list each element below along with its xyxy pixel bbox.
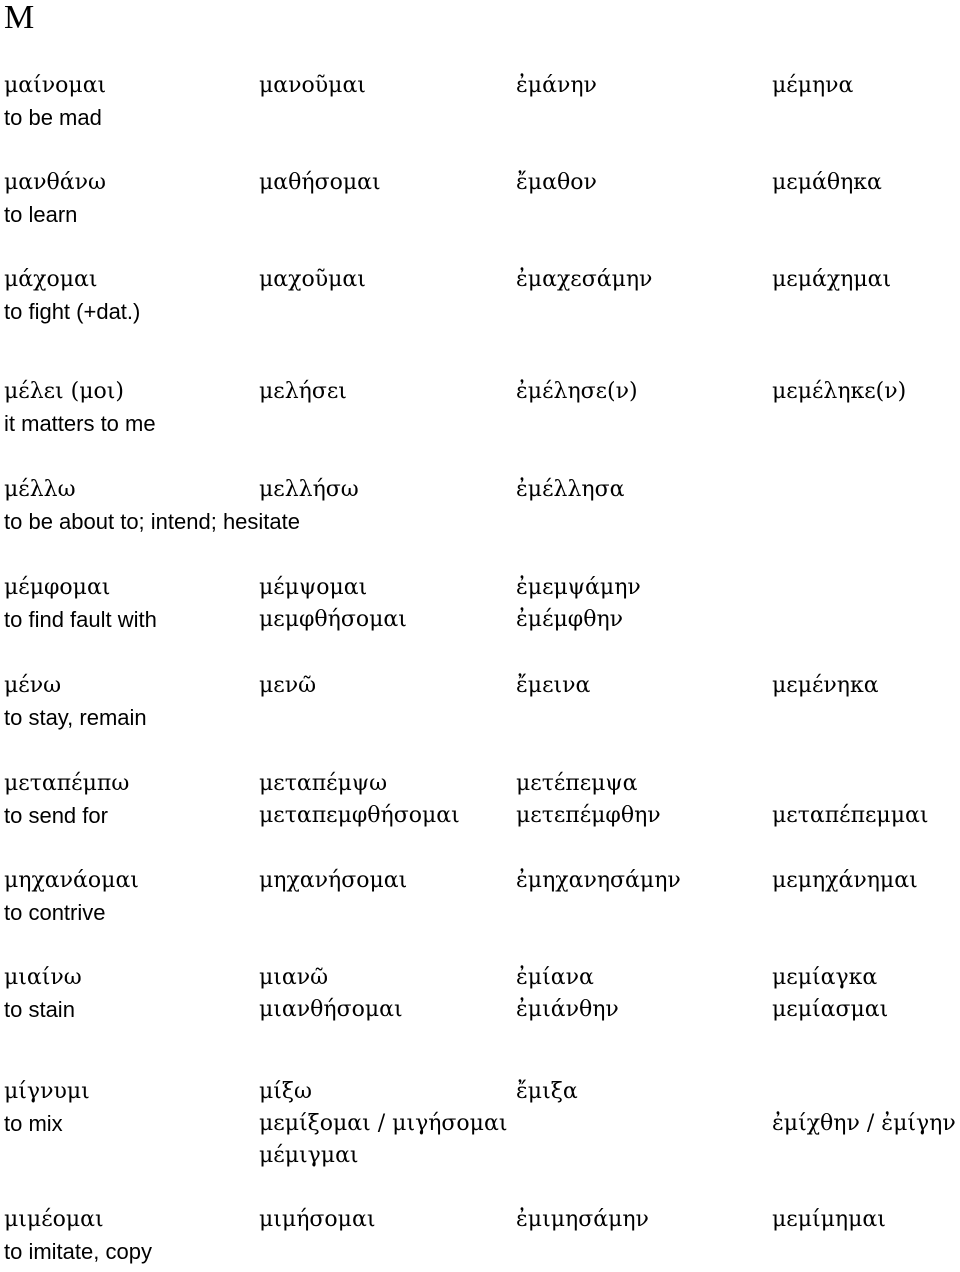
- secondary-row: [0, 506, 960, 538]
- principal-parts-row: [0, 70, 960, 102]
- principal-parts-row: [0, 572, 960, 604]
- page-heading: M: [4, 0, 35, 36]
- principal-part: ἐμέμφθην: [516, 607, 624, 632]
- gloss: to mix: [4, 1111, 63, 1136]
- principal-parts-row: [0, 1076, 960, 1108]
- principal-part: ἐμιάνθην: [516, 997, 619, 1022]
- gloss: to learn: [4, 202, 78, 227]
- secondary-row: [0, 1236, 960, 1268]
- principal-part: μεμέληκε(ν): [772, 379, 907, 404]
- principal-part: μηχανήσομαι: [259, 868, 408, 893]
- gloss: to imitate, copy: [4, 1239, 152, 1264]
- principal-part: μαθήσομαι: [259, 170, 381, 195]
- secondary-row: [0, 199, 960, 231]
- lemma: μιαίνω: [4, 965, 82, 990]
- principal-part: μελλήσω: [259, 477, 359, 502]
- lemma: μάχομαι: [4, 267, 98, 292]
- principal-part: μεταπέπεμμαι: [772, 803, 929, 828]
- secondary-row: [0, 408, 960, 440]
- lemma: μένω: [4, 673, 62, 698]
- principal-part: ἐμιμησάμην: [516, 1207, 649, 1232]
- principal-part: ἔμαθον: [516, 170, 597, 195]
- principal-part: μεμφθήσομαι: [259, 607, 407, 632]
- principal-part: μεμάθηκα: [772, 170, 882, 195]
- principal-part: μεμάχημαι: [772, 267, 892, 292]
- principal-part: ἐμαχεσάμην: [516, 267, 653, 292]
- lemma: μέλει (μοι): [4, 379, 124, 404]
- secondary-row: [0, 994, 960, 1026]
- secondary-row: [0, 1108, 960, 1140]
- principal-part: ἔμεινα: [516, 673, 591, 698]
- lemma: μανθάνω: [4, 170, 106, 195]
- principal-parts-row: [0, 1204, 960, 1236]
- principal-part: ἔμιξα: [516, 1079, 578, 1104]
- secondary-row: [0, 702, 960, 734]
- secondary-row: [0, 1140, 960, 1172]
- secondary-row: [0, 102, 960, 134]
- principal-part: μέμηνα: [772, 73, 854, 98]
- principal-part: μεταπέμψω: [259, 771, 388, 796]
- secondary-row: [0, 897, 960, 929]
- principal-part: μεμίμημαι: [772, 1207, 886, 1232]
- principal-part: μαχοῦμαι: [259, 267, 366, 292]
- lemma: μέμφομαι: [4, 575, 111, 600]
- gloss: to contrive: [4, 900, 106, 925]
- gloss: to find fault with: [4, 607, 157, 632]
- principal-parts-row: [0, 865, 960, 897]
- secondary-row: [0, 604, 960, 636]
- principal-part: μεμίξομαι / μιγήσομαι: [259, 1111, 508, 1136]
- lemma: μέλλω: [4, 477, 76, 502]
- principal-part: μέμψομαι: [259, 575, 368, 600]
- gloss: to stain: [4, 997, 75, 1022]
- principal-part: μεμίασμαι: [772, 997, 889, 1022]
- principal-parts-row: [0, 474, 960, 506]
- lemma: μεταπέμπω: [4, 771, 130, 796]
- principal-part: ἐμηχανησάμην: [516, 868, 681, 893]
- principal-part: μέμιγμαι: [259, 1143, 359, 1168]
- principal-part: μεμίαγκα: [772, 965, 878, 990]
- lemma: μίγνυμι: [4, 1079, 90, 1104]
- principal-parts-row: [0, 167, 960, 199]
- principal-part: ἐμίχθην / ἐμίγην: [772, 1111, 956, 1136]
- secondary-row: [0, 296, 960, 328]
- gloss: to send for: [4, 803, 108, 828]
- principal-part: μεμένηκα: [772, 673, 879, 698]
- principal-part: μανοῦμαι: [259, 73, 366, 98]
- lemma: μιμέομαι: [4, 1207, 104, 1232]
- principal-part: ἐμέλησε(ν): [516, 379, 638, 404]
- principal-part: μεταπεμφθήσομαι: [259, 803, 460, 828]
- gloss: to be mad: [4, 105, 102, 130]
- secondary-row: [0, 800, 960, 832]
- principal-parts-row: [0, 768, 960, 800]
- principal-part: μελήσει: [259, 379, 347, 404]
- principal-parts-row: [0, 376, 960, 408]
- principal-parts-row: [0, 264, 960, 296]
- principal-part: μίξω: [259, 1079, 312, 1104]
- principal-part: ἐμίανα: [516, 965, 594, 990]
- gloss: to stay, remain: [4, 705, 147, 730]
- principal-part: ἐμέλλησα: [516, 477, 625, 502]
- principal-part: ἐμεμψάμην: [516, 575, 641, 600]
- lemma: μηχανάομαι: [4, 868, 139, 893]
- principal-part: μιανθήσομαι: [259, 997, 403, 1022]
- lemma: μαίνομαι: [4, 73, 107, 98]
- principal-part: μενῶ: [259, 673, 317, 698]
- gloss: it matters to me: [4, 411, 156, 436]
- principal-part: μεμηχάνημαι: [772, 868, 918, 893]
- principal-part: ἐμάνην: [516, 73, 597, 98]
- principal-part: μιμήσομαι: [259, 1207, 376, 1232]
- gloss: to be about to; intend; hesitate: [4, 509, 301, 534]
- principal-part: μετεπέμφθην: [516, 803, 661, 828]
- gloss: to fight (+dat.): [4, 299, 141, 324]
- principal-parts-row: [0, 670, 960, 702]
- principal-part: μιανῶ: [259, 965, 329, 990]
- principal-parts-row: [0, 962, 960, 994]
- principal-part: μετέπεμψα: [516, 771, 638, 796]
